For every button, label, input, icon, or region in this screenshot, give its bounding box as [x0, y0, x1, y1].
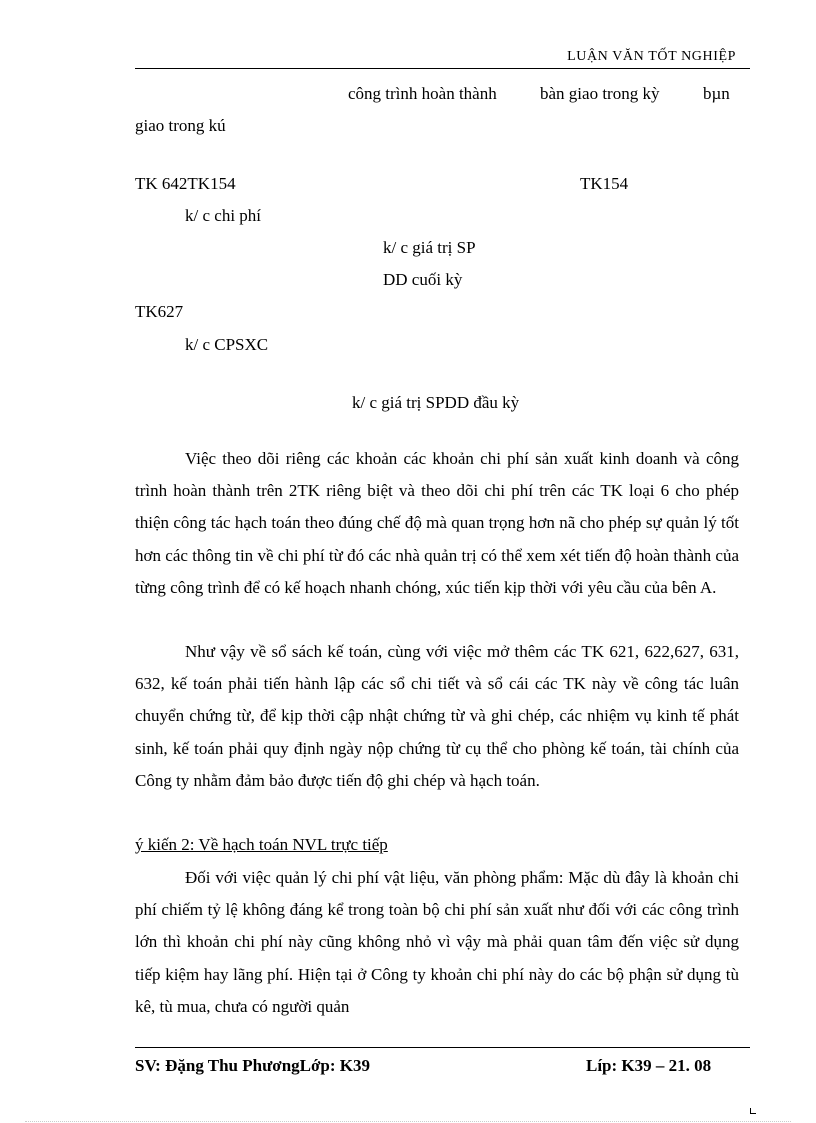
diagram-label-dd-cuoi-ky: DD cuối kỳ [383, 270, 463, 289]
diagram-label-ban: bµn [703, 84, 730, 103]
diagram-account-right: TK154 [580, 174, 629, 193]
footer-divider [135, 1047, 750, 1048]
diagram-account-left: TK 642TK154 [135, 174, 236, 193]
body-paragraph-2-text: Như vậy về sổ sách kế toán, cùng với việc mở thêm các TK 621, 622,627, 631, 632, kế toán phải tiến hành lập các sổ chi tiết và sổ cái các TK này về công tác luân chuyển chứng từ, để kịp thời cập nhật chứng từ và ghi chép, các nhiệm vụ kinh tế phát sinh, kế toán phải quy định ngày nộp chứng từ cụ thể cho phòng kế toán, tài chính của Công ty nhằm đảm bảo được tiến độ ghi chép và hạch toán. [135, 642, 739, 790]
diagram-label-handover: bàn giao trong kỳ [540, 84, 660, 103]
diagram-label-kc-spdd-dau-ky: k/ c giá trị SPDD đầu kỳ [352, 393, 520, 412]
diagram-account-627: TK627 [135, 302, 184, 321]
diagram-label-kc-cpsxc: k/ c CPSXC [185, 335, 269, 354]
diagram-label-giao-trong-ky: giao trong kú [135, 116, 226, 135]
body-paragraph-2 [135, 636, 739, 797]
body-paragraph-3-text: Đối với việc quản lý chi phí vật liệu, văn phòng phẩm: Mặc dù đây là khoản chi phí chiếm tỷ lệ không đáng kể trong toàn bộ chi phí sản xuất như đối với các công trình lớn thì khoản chi phí này cũng không nhỏ vì vậy mà phải quan tâm đến việc sử dụng tiếp kiệm hay lãng phí. Hiện tại ở Công ty khoản chi phí này do các bộ phận sử dụng tù kê, tù mua, chưa có người quản [135, 868, 739, 1016]
header-divider [135, 68, 750, 69]
body-paragraph-1 [135, 443, 739, 604]
footer-student-info: SV: Đặng Thu PhươngLớp: K39 [135, 1056, 371, 1075]
page-corner-mark [750, 1108, 756, 1114]
diagram-label-kc-chi-phi: k/ c chi phí [185, 206, 262, 225]
section-heading: ý kiến 2: Về hạch toán NVL trực tiếp [135, 835, 388, 854]
page-bottom-dotted-line [25, 1121, 791, 1122]
footer-class-info: Líp: K39 – 21. 08 [586, 1056, 712, 1075]
body-paragraph-3 [135, 862, 739, 1023]
page-header-title: LUẬN VĂN TỐT NGHIỆP [567, 49, 736, 64]
diagram-label-kc-sp: k/ c giá trị SP [383, 238, 476, 257]
diagram-label-completed-works: công trình hoàn thành [348, 84, 497, 103]
body-paragraph-1-text: Việc theo dõi riêng các khoản các khoản chi phí sản xuất kinh doanh và công trình hoàn thành trên 2TK riêng biệt và theo dõi chi phí trên các TK loại 6 cho phép thiện công tác hạch toán theo đúng chế độ mà quan trọng hơn nã cho phép sự quản lý tốt hơn các thông tin về chi phí từ đó các nhà quản trị có thể xem xét tiến độ hoàn thành của từng công trình để có kế hoạch nhanh chóng, xúc tiến kịp thời với yêu cầu của bên A. [135, 449, 739, 597]
